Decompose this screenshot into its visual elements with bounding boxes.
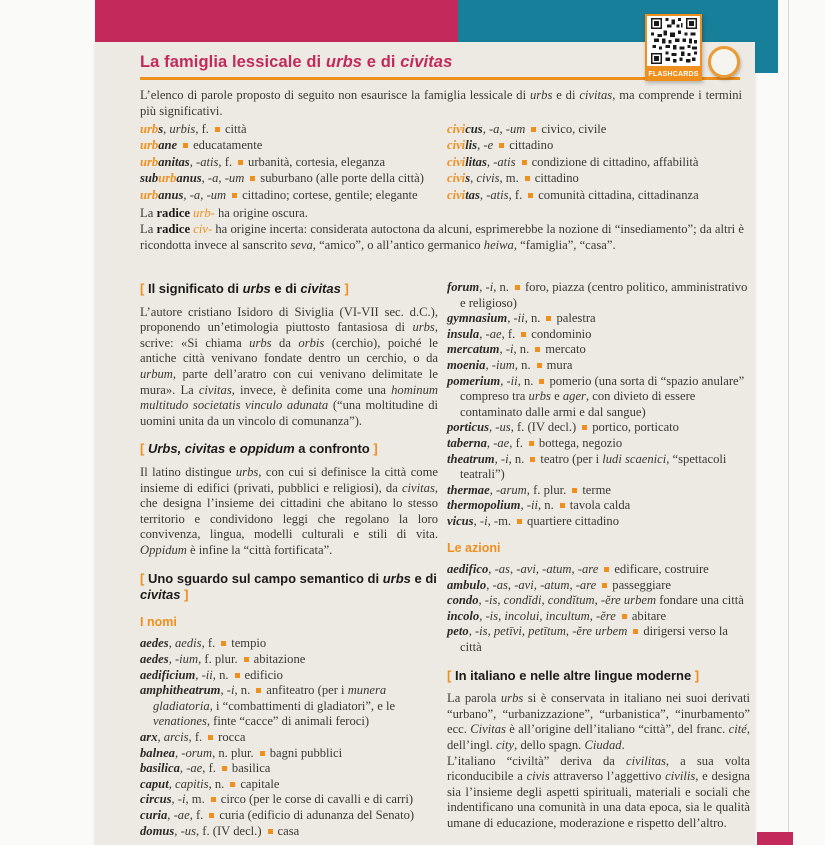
lexicon-entry: aedifico, -as, -avi, -atum, -are edificare, costruire — [447, 562, 709, 577]
lexicon-entry: aedes, aedis, f. tempio — [140, 636, 267, 651]
section-heading-significato: [ Il significato di urbs e di civitas ] — [140, 281, 349, 296]
lexicon-entry: insula, -ae, f. condominio — [447, 326, 592, 341]
left-column — [140, 280, 438, 839]
bullet-square-icon — [560, 503, 565, 508]
word-list-item: urbanitas, -atis, f. urbanità, cortesia, eleganza — [140, 154, 386, 169]
bullet-square-icon — [521, 332, 526, 337]
intro-paragraph: L’elenco di parole proposto di seguito non esaurisce la famiglia lessicale di urbs e di civitas, ma comprende i termini più significativi. — [140, 88, 742, 118]
word-list-item: urbane educatamente — [140, 138, 263, 153]
bullet-square-icon — [238, 160, 243, 165]
bullet-square-icon — [256, 688, 261, 693]
ring-circle-decoration — [708, 46, 740, 78]
azioni-list — [447, 562, 750, 656]
lexicon-entry: taberna, -ae, f. bottega, negozio — [447, 435, 623, 450]
bullet-square-icon — [535, 347, 540, 352]
bullet-square-icon — [268, 829, 273, 834]
lexicon-entry: thermopolium, -ii, n. tavola calda — [447, 498, 631, 513]
subheading-nomi: I nomi — [140, 614, 177, 629]
page-sheet — [95, 42, 755, 845]
lexicon-entry: gymnasium, -ii, n. palestra — [447, 311, 596, 326]
word-list-civitas — [447, 121, 752, 203]
word-list-item: urbanus, -a, -um cittadino; cortese, gentile; elegante — [140, 187, 418, 202]
flashcards-label: FLASHCARDS — [645, 68, 702, 81]
bullet-square-icon — [260, 751, 265, 756]
word-list-item: urbs, urbis, f. città — [140, 122, 247, 136]
lexicon-entry: circus, -i, m. circo (per le corse di cavalli e di carri) — [140, 792, 414, 807]
flashcards-qr-link[interactable] — [645, 14, 702, 81]
bullet-square-icon — [537, 363, 542, 368]
bullet-square-icon — [230, 782, 235, 787]
bullet-square-icon — [525, 176, 530, 181]
bullet-square-icon — [530, 457, 535, 462]
lexicon-entry: amphitheatrum, -i, n. anfiteatro (per i munera gladiatoria, i “combattimenti di gladiatori”, e le venationes, finte “cacce” di animali feroci) — [140, 683, 396, 729]
word-list-urbs — [140, 121, 442, 203]
lexicon-entry: forum, -i, n. foro, piazza (centro politico, amministrativo e religioso) — [447, 280, 748, 310]
section-body-confronto: Il latino distingue urbs, con cui si definisce la città come insieme di edifici (privati, pubblici e religiosi), da civitas, che designa l’insieme dei cittadini che abitano lo stesso territorio e condividono leggi che regolano la loro convivenza, lingua, modelli culturali e stili di vita. Oppidum è infine la “città fortificata”. — [140, 465, 438, 557]
bullet-square-icon — [215, 127, 220, 132]
section-heading-campo-semantico: [ Uno sguardo sul campo semantico di urbs e di civitas ] — [140, 570, 437, 603]
word-list-item: civis, civis, m. cittadino — [447, 171, 579, 186]
bullet-square-icon — [531, 127, 536, 132]
lexicon-entry: incolo, -is, incolui, incultum, -ĕre abitare — [447, 608, 667, 623]
bullet-square-icon — [209, 813, 214, 818]
lexicon-entry: ambulo, -as, -avi, -atum, -are passeggiare — [447, 577, 672, 592]
lexicon-entry: moenia, -ium, n. mura — [447, 357, 573, 372]
bullet-square-icon — [622, 614, 627, 619]
section-body-significato: L’autore cristiano Isidoro di Siviglia (VI-VII sec. d.C.), proponendo un’etimologia piuttosto fantasiosa di urbs, scrive: «Si chiama urbs da orbis (cerchio), poiché le antiche città venivano fondate dentro un cerchio, o da urbum, parte dell’aratro con cui venivano delimitate le mura». La civitas, invece, è definita come una hominum multitudo societatis vinculo adunata (“una moltitudine di uomini unita da un vincolo di comunanza”). — [140, 304, 438, 428]
bullet-square-icon — [499, 143, 504, 148]
bullet-square-icon — [517, 519, 522, 524]
bullet-square-icon — [222, 766, 227, 771]
word-list-item: civilis, -e cittadino — [447, 138, 554, 153]
nomi-list-left — [140, 636, 438, 839]
lexicon-entry: vicus, -i, -m. quartiere cittadino — [447, 513, 619, 528]
lexicon-entry: thermae, -arum, f. plur. terme — [447, 482, 611, 497]
bullet-square-icon — [602, 583, 607, 588]
section-heading-lingue-moderne: [ In italiano e nelle altre lingue moderne ] — [447, 667, 700, 683]
bullet-square-icon — [208, 735, 213, 740]
bullet-square-icon — [528, 193, 533, 198]
bullet-square-icon — [546, 316, 551, 321]
lexicon-entry: peto, -is, petīvi, petītum, -ĕre urbem dirigersi verso la città — [447, 624, 728, 655]
right-column — [447, 280, 750, 832]
bullet-square-icon — [515, 285, 520, 290]
section-heading-confronto: [ Urbs, civitas e oppidum a confronto ] — [140, 441, 378, 457]
lexicon-entry: aedificium, -ii, n. edificio — [140, 667, 283, 682]
page-title: La famiglia lessicale di urbs e di civitas — [140, 53, 453, 71]
bullet-square-icon — [572, 488, 577, 493]
bullet-square-icon — [221, 641, 226, 646]
radice-note — [140, 206, 744, 253]
section-body-lingue-moderne-1: La parola urbs si è conservata in italiano nei suoi derivati “urbano”, “urbanizzazione”, “urbanistica”, “inurbamento” ecc. Civitas è all’origine dell’italiano “città”, del franc. cité, dell’ingl. city, dello spagn. Ciudad. — [447, 691, 750, 753]
word-list-item: civicus, -a, -um civico, civile — [447, 122, 607, 136]
bullet-square-icon — [183, 143, 188, 148]
lexicon-entry: basilica, -ae, f. basilica — [140, 761, 271, 776]
top-crimson-bar — [95, 0, 458, 42]
section-body-lingue-moderne-2: L’italiano “civiltà” deriva da civilitas, a sua volta riconducibile a civis attraverso l’aggettivo civilis, e designa sia l’insieme degli aspetti spirituali, materiali e sociali che indentificano una comunità in una data epoca, sia le qualità umane di educazione, moderazione e rispetto dell’altro. — [447, 753, 750, 831]
lexicon-entry: caput, capitis, n. capitale — [140, 776, 280, 791]
bullet-square-icon — [582, 425, 587, 430]
bullet-square-icon — [232, 193, 237, 198]
lexicon-entry: mercatum, -i, n. mercato — [447, 342, 586, 357]
lexicon-entry: aedes, -ium, f. plur. abitazione — [140, 652, 306, 666]
word-list-item: suburbanus, -a, -um suburbano (alle porte della città) — [140, 171, 424, 186]
word-list-item: civilitas, -atis condizione di cittadino, affabilità — [447, 154, 699, 169]
bullet-square-icon — [522, 160, 527, 165]
word-list-item: civitas, -atis, f. comunità cittadina, cittadinanza — [447, 187, 699, 202]
bullet-square-icon — [235, 673, 240, 678]
bullet-square-icon — [633, 629, 638, 634]
bullet-square-icon — [539, 379, 544, 384]
bullet-square-icon — [244, 657, 249, 662]
radice-line: La radice civ- ha origine incerta: considerata autoctona da alcuni, esprimerebbe la nozione di “insediamento”; da altri è ricondotta invece al sanscrito seva, “amico”, o all’antico germanico heiwa, “famiglia”, “casa”. — [140, 221, 744, 252]
bullet-square-icon — [250, 176, 255, 181]
nomi-list-right — [447, 280, 750, 530]
lexicon-entry: theatrum, -i, n. teatro (per i ludi scaenici, “spettacoli teatrali”) — [447, 451, 727, 482]
lexicon-entry: balnea, -orum, n. plur. bagni pubblici — [140, 745, 343, 760]
lexicon-entry: porticus, -us, f. (IV decl.) portico, porticato — [447, 420, 679, 435]
subheading-azioni: Le azioni — [447, 540, 501, 555]
qr-code-icon — [645, 14, 702, 68]
lexicon-entry: domus, -us, f. (IV decl.) casa — [140, 823, 300, 838]
bottom-crimson-tab — [757, 832, 793, 845]
bullet-square-icon — [604, 567, 609, 572]
bullet-square-icon — [211, 797, 216, 802]
bullet-square-icon — [529, 441, 534, 446]
lexicon-entry: pomerium, -ii, n. pomerio (una sorta di “spazio anulare” compreso tra urbs e ager, con divieto di essere contaminato dalle armi e dal sangue) — [447, 373, 745, 419]
radice-line: La radice urb- ha origine oscura. — [140, 206, 308, 220]
lexicon-entry: arx, arcis, f. rocca — [140, 729, 246, 744]
page-edge-line — [788, 0, 789, 845]
lexicon-entry: curia, -ae, f. curia (edificio di adunanza del Senato) — [140, 807, 415, 822]
lexicon-entry: condo, -is, condĭdi, condĭtum, -ĕre urbem fondare una città — [447, 593, 744, 608]
